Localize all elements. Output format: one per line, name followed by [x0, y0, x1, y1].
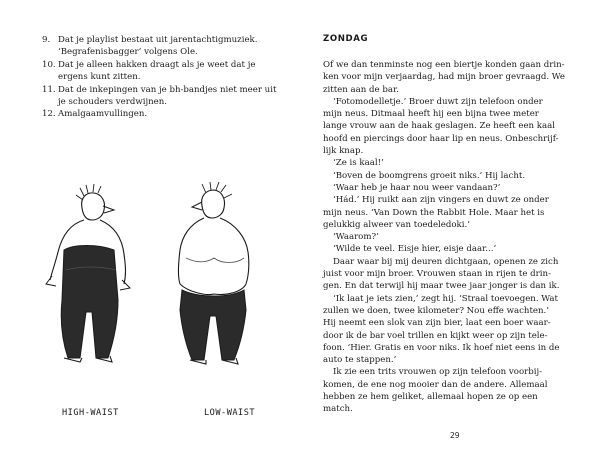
story-line: Of we dan tenminste nog een biertje konden gaan drin- — [323, 60, 565, 70]
story-line: ‘Hád.’ Hij ruikt aan zijn vingers en duwt ze onder — [333, 195, 549, 206]
list-item — [42, 71, 282, 83]
story-line: ‘Boven de boomgrens groeit niks.’ Hij lacht. — [333, 170, 526, 181]
list-item — [42, 96, 282, 108]
high-waist-illustration — [22, 180, 152, 370]
list-item-number: 10. — [42, 59, 56, 70]
story-line: mijn neus. ‘Van Down the Rabbit Hole. Maar het is — [323, 207, 545, 218]
page-number: 29 — [450, 431, 460, 440]
story-line: auto te stappen.’ — [323, 355, 397, 366]
story-line: mijn neus. Ditmaal heeft hij een bijna twee meter — [323, 109, 539, 120]
chapter-title: ZONDAG — [323, 34, 369, 44]
story-line: zullen we doen, twee kilometer? Nou effe wachten.’ — [323, 305, 549, 316]
list-item-text: Dat je playlist bestaat uit jarentachtigmuziek. — [58, 35, 258, 45]
story-line: ‘Ze is kaal!’ — [333, 158, 384, 169]
list-item — [42, 34, 282, 46]
story-line: hebben ze hem geliket, allemaal hopen ze op een — [323, 392, 538, 403]
right-page — [300, 0, 600, 462]
list-item — [42, 108, 282, 120]
story-line: Hij neemt een slok van zijn bier, laat een boer waar- — [323, 318, 551, 329]
list-item-number — [42, 96, 58, 108]
list-item-text: Dat je alleen hakken draagt als je weet dat je — [58, 59, 256, 70]
list-item-number: 9. — [42, 35, 51, 45]
story-line: juist voor mijn broer. Vrouwen staan in rijen te drin- — [323, 269, 551, 280]
story-line: hoofd en piercings door haar lip en neus. Onbeschrijf- — [323, 133, 559, 144]
story-line: lange vrouw aan de haak geslagen. Ze heeft een kaal — [323, 121, 555, 132]
story-line: komen, de ene nog mooier dan de andere. Allemaal — [323, 379, 548, 390]
low-waist-illustration — [150, 180, 280, 370]
story-line: ‘Fotomodelletje.’ Broer duwt zijn telefoon onder — [333, 96, 543, 107]
low-waist-caption: LOW-WAIST — [204, 408, 256, 418]
list-item-number — [42, 71, 58, 83]
story-line: match. — [323, 404, 353, 415]
story-line: ‘Waar heb je haar nou weer vandaan?’ — [333, 182, 501, 193]
list-item-number — [42, 46, 58, 58]
list-item-text: je schouders verdwijnen. — [58, 97, 167, 108]
list-item-number: 12. — [42, 109, 56, 120]
story-line: Daar waar bij mij deuren dichtgaan, openen ze zich — [333, 256, 559, 267]
story-line: lijk knap. — [323, 146, 364, 157]
list-item — [42, 46, 282, 58]
story-line: foon. ‘Hier. Gratis en voor niks. Ik hoef niet eens in de — [323, 342, 560, 353]
numbered-list — [42, 34, 282, 121]
story-line: door ik de bar voel trillen en kijkt weer op zijn tele- — [323, 330, 548, 341]
story-line: gen. En dat terwijl hij maar twee jaar jonger is dan ik. — [323, 281, 560, 292]
story-line: ken voor mijn verjaardag, had mijn broer gevraagd. We — [323, 72, 565, 83]
high-waist-caption: HIGH-WAIST — [62, 408, 119, 418]
list-item-text: Dat de inkepingen van je bh-bandjes niet meer uit — [58, 84, 277, 95]
list-item-text: ‘Begrafenisbagger’ volgens Ole. — [58, 47, 198, 58]
list-item-number: 11. — [42, 84, 56, 95]
story-line: ‘Wilde te veel. Eisje hier, eisje daar...’ — [333, 244, 497, 255]
list-item-text: ergens kunt zitten. — [58, 72, 141, 83]
list-item — [42, 84, 282, 96]
story-line: zitten aan de bar. — [323, 84, 399, 95]
story-text — [323, 59, 585, 416]
story-line: gelukkig alweer van toedeledoki.’ — [323, 219, 470, 230]
story-line: Ik zie een trits vrouwen op zijn telefoon voorbij- — [333, 367, 543, 378]
list-item — [42, 59, 282, 71]
list-item-text: Amalgaamvullingen. — [58, 109, 148, 120]
story-line: ‘Ik laat je iets zien,’ zegt hij. ‘Straal toevoegen. Wat — [333, 293, 558, 304]
story-line: ‘Waarom?’ — [333, 232, 379, 243]
